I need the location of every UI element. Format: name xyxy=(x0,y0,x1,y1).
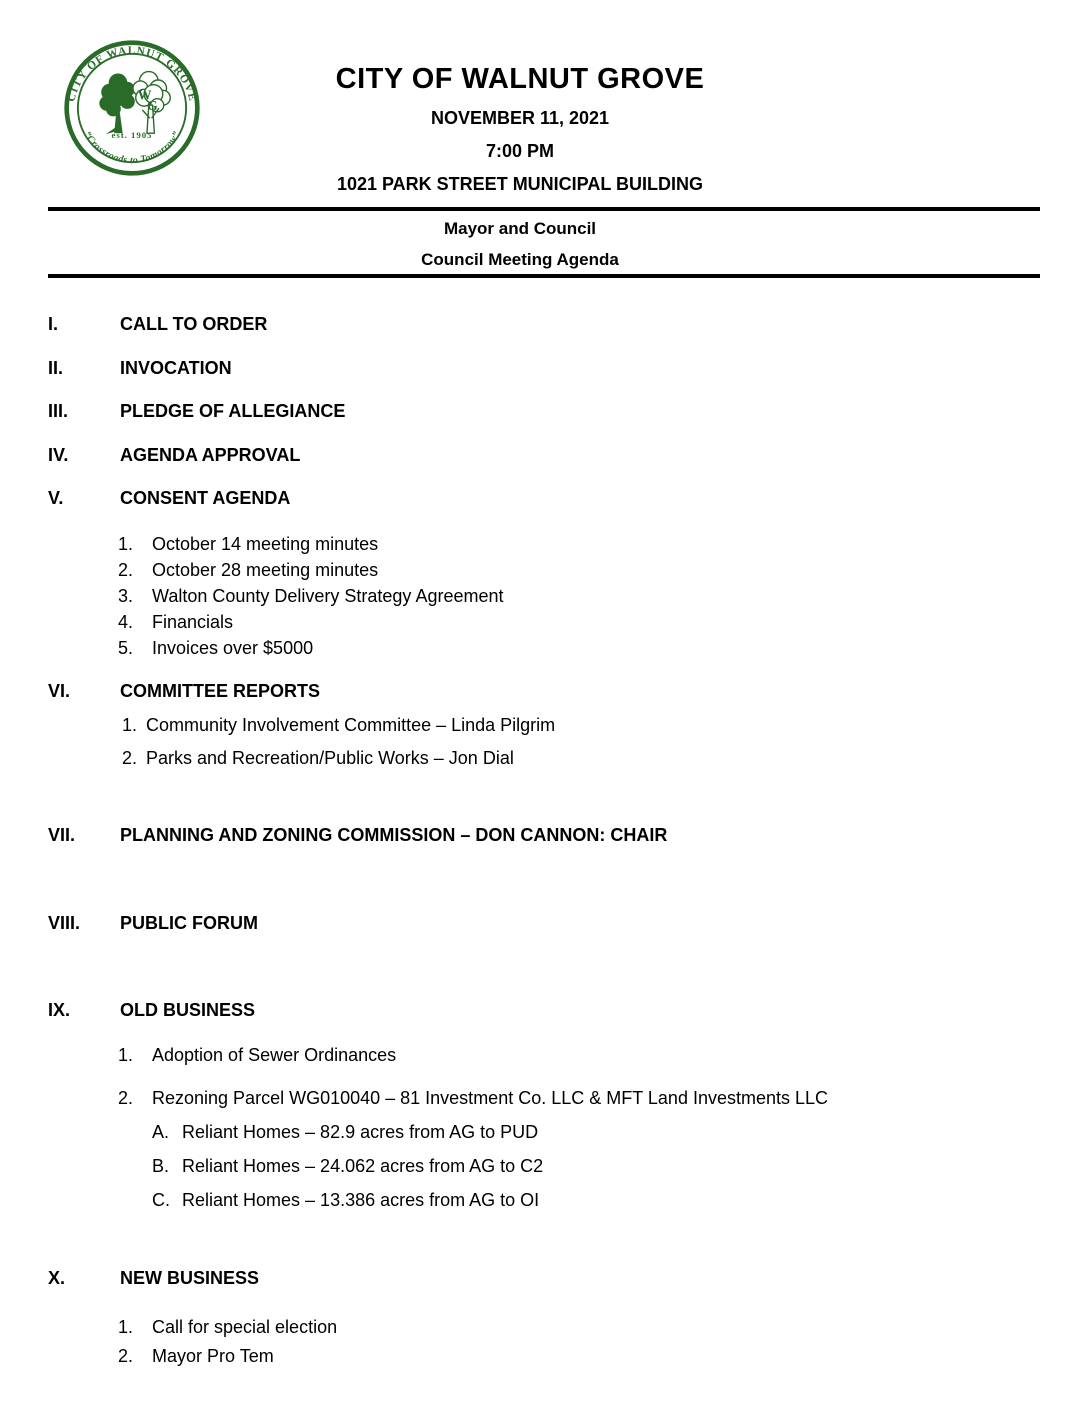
item-number: 2. xyxy=(118,1346,134,1366)
section-numeral: IV. xyxy=(48,445,69,465)
item-text: Reliant Homes – 82.9 acres from AG to PUD xyxy=(182,1122,539,1142)
meeting-date: NOVEMBER 11, 2021 xyxy=(430,108,610,128)
section-title: PLEDGE OF ALLEGIANCE xyxy=(120,401,346,421)
section-title: COMMITTEE REPORTS xyxy=(120,681,321,701)
section-numeral: III. xyxy=(48,401,69,421)
section-numeral: II. xyxy=(48,358,64,378)
section-invocation xyxy=(48,358,1040,379)
list-item xyxy=(152,1156,1040,1177)
seal-monogram-w: W xyxy=(137,88,152,104)
list-item xyxy=(118,583,1040,609)
section-planning-zoning xyxy=(48,825,1040,846)
item-text: Adoption of Sewer Ordinances xyxy=(152,1045,397,1065)
section-title: PUBLIC FORUM xyxy=(120,913,258,933)
divider-bottom xyxy=(48,274,1040,278)
list-item xyxy=(118,557,1040,583)
item-text: Community Involvement Committee – Linda Pilgrim xyxy=(146,715,556,735)
item-text: Invoices over $5000 xyxy=(152,638,314,658)
section-agenda-approval xyxy=(48,445,1040,466)
list-item xyxy=(118,1346,1040,1367)
item-letter: A. xyxy=(152,1122,170,1142)
list-item xyxy=(118,609,1040,635)
seal-established-text: est. 1905 xyxy=(111,129,153,140)
section-title: CONSENT AGENDA xyxy=(120,488,291,508)
item-number: 2. xyxy=(118,560,134,580)
item-number: 1. xyxy=(118,534,134,554)
section-numeral: X. xyxy=(48,1268,66,1288)
item-number: 4. xyxy=(118,612,134,632)
section-pledge xyxy=(48,401,1040,422)
list-item xyxy=(118,1045,1040,1066)
item-text: Mayor Pro Tem xyxy=(152,1346,274,1366)
city-seal-icon xyxy=(62,38,202,178)
section-title: NEW BUSINESS xyxy=(120,1268,260,1288)
section-committee-reports xyxy=(48,681,1040,702)
section-numeral: I. xyxy=(48,314,59,334)
item-text: Call for special election xyxy=(152,1317,338,1337)
item-text: Financials xyxy=(152,612,234,632)
item-text: Parks and Recreation/Public Works – Jon Dial xyxy=(146,748,514,768)
section-title: CALL TO ORDER xyxy=(120,314,268,334)
consent-agenda-list xyxy=(118,531,1040,661)
section-numeral: VIII. xyxy=(48,913,81,933)
seal-ring-text-top: CITY OF WALNUT GROVE xyxy=(65,44,199,103)
meeting-time: 7:00 PM xyxy=(485,141,555,161)
list-item xyxy=(118,635,1040,661)
committee-reports-list xyxy=(122,715,1040,769)
section-numeral: V. xyxy=(48,488,64,508)
item-number: 1. xyxy=(118,1317,134,1337)
city-seal-logo xyxy=(62,38,202,178)
list-item xyxy=(118,1088,1040,1109)
section-title: AGENDA APPROVAL xyxy=(120,445,301,465)
section-title: INVOCATION xyxy=(120,358,232,378)
page-title: CITY OF WALNUT GROVE xyxy=(335,63,705,95)
item-text: Reliant Homes – 13.386 acres from AG to OI xyxy=(182,1190,540,1210)
item-text: Reliant Homes – 24.062 acres from AG to C2 xyxy=(182,1156,544,1176)
section-old-business xyxy=(48,1000,1040,1021)
section-consent-agenda xyxy=(48,488,1040,509)
item-text: October 28 meeting minutes xyxy=(152,560,379,580)
list-item xyxy=(118,531,1040,557)
section-new-business xyxy=(48,1268,1040,1289)
item-letter: C. xyxy=(152,1190,170,1210)
item-text: October 14 meeting minutes xyxy=(152,534,379,554)
item-text: Walton County Delivery Strategy Agreement xyxy=(152,586,504,606)
divider-top xyxy=(48,207,1040,211)
item-number: 3. xyxy=(118,586,134,606)
list-item xyxy=(118,1317,1040,1338)
body-title: Mayor and Council xyxy=(443,219,597,238)
rezoning-subitem-list xyxy=(152,1122,1040,1211)
agenda-body xyxy=(48,314,1040,1367)
item-number: 1. xyxy=(118,1045,134,1065)
seal-monogram-g: G xyxy=(146,98,158,114)
section-title: PLANNING AND ZONING COMMISSION – DON CANNON: CHAIR xyxy=(120,825,668,845)
item-text: Rezoning Parcel WG010040 – 81 Investment Co. LLC & MFT Land Investments LLC xyxy=(152,1088,829,1108)
item-number: 5. xyxy=(118,638,134,658)
section-public-forum xyxy=(48,913,1040,934)
section-title: OLD BUSINESS xyxy=(120,1000,256,1020)
list-item xyxy=(122,748,1040,769)
list-item xyxy=(152,1190,1040,1211)
item-number: 1. xyxy=(122,715,138,735)
meeting-location: 1021 PARK STREET MUNICIPAL BUILDING xyxy=(336,174,704,194)
list-item xyxy=(152,1122,1040,1143)
seal-ring-text-bottom: “Crossroads to Tomorrow” xyxy=(81,129,183,167)
item-number: 2. xyxy=(118,1088,134,1108)
item-number: 2. xyxy=(122,748,138,768)
section-numeral: VI. xyxy=(48,681,71,701)
list-item xyxy=(122,715,1040,736)
section-call-to-order xyxy=(48,314,1040,335)
section-numeral: VII. xyxy=(48,825,76,845)
section-numeral: IX. xyxy=(48,1000,71,1020)
item-letter: B. xyxy=(152,1156,170,1176)
agenda-title: Council Meeting Agenda xyxy=(421,250,619,269)
